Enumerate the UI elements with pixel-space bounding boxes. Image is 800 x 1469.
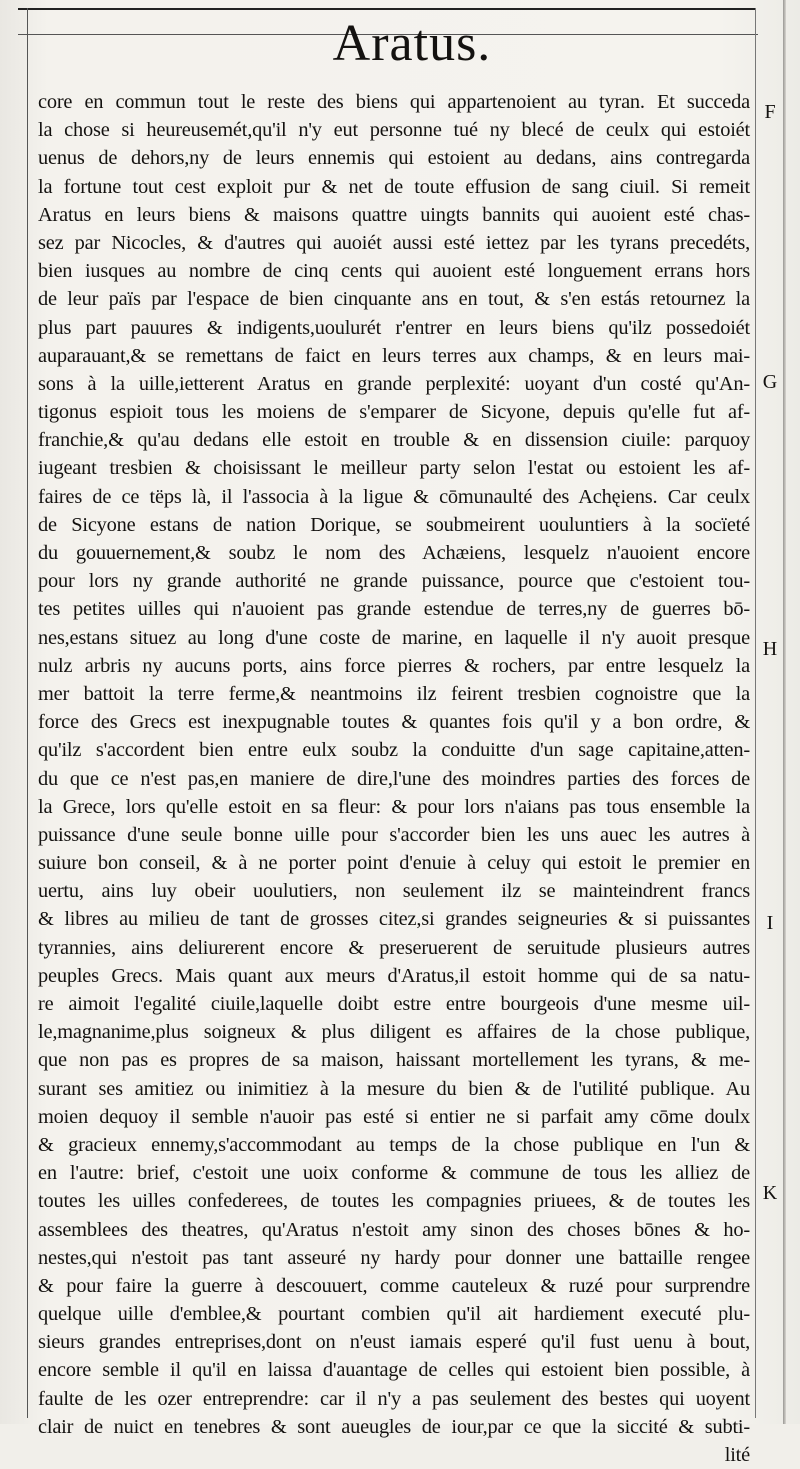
text-line: de Sicyone estans de nation Dorique, se soubmeirent uouluntiers à la socïeté	[38, 513, 750, 536]
text-line: faulte de les ozer entreprendre: car il n'y a pas seulement des bestes qui uoyent	[38, 1387, 750, 1410]
running-head	[0, 14, 780, 74]
text-line: uenus de dehors,ny de leurs ennemis qui estoient au dedans, ains contregarda	[38, 147, 750, 170]
text-line: bien iusques au nombre de cinq cents qui auoient esté longuement errans hors	[38, 260, 750, 283]
text-line: encore semble il qu'il en laissa d'auantage de celles qui estoient bien possible, à	[38, 1359, 750, 1382]
text-line: assemblees des theatres, qu'Aratus n'estoit amy sinon des choses bōnes & ho-	[38, 1218, 750, 1241]
text-line: surant ses amitiez ou inimitiez à la mesure du bien & de l'utilité publique. Au	[38, 1077, 750, 1100]
text-line: re aimoit l'egalité ciuile,laquelle doibt estre entre bourgeois d'une mesme uil-	[38, 993, 750, 1015]
text-line: puissance d'une seule bonne uille pour s'accorder bien les uns auec les autres à	[38, 823, 750, 846]
margin-letter-h: H	[762, 638, 778, 660]
text-line: mer battoit la terre ferme,& neantmoins ilz feirent tresbien cognoistre que la	[38, 682, 750, 705]
left-margin-rule	[27, 8, 28, 1418]
text-line: la Grece, lors qu'elle estoit en sa fleur: & pour lors n'aians pas tous ensemble la	[38, 795, 750, 818]
text-line: sez par Nicocles, & d'autres qui auoiét aussi esté iettez par les tyrans precedéts,	[38, 231, 750, 254]
text-line: le,magnanime,plus soigneux & plus diligent es affaires de la chose publique,	[38, 1021, 750, 1044]
text-line: que non pas es propres de sa maison, haissant mortellement les tyrans, & me-	[38, 1049, 750, 1072]
text-line: nulz arbris ny aucuns ports, ains force pierres & rochers, par entre lesquelz la	[38, 654, 750, 677]
text-line: & gracieux ennemy,s'accommodant au temps de la chose publique en l'un &	[38, 1133, 750, 1156]
text-line: du que ce n'est pas,en maniere de dire,l'une des moindres parties des forces de	[38, 767, 750, 790]
text-line: plus part pauures & indigents,uoulurét r'entrer en leurs biens qu'ilz possedoiét	[38, 316, 750, 339]
text-line: pour lors ny grande authorité ne grande puissance, pource que c'estoient tou-	[38, 570, 750, 593]
text-line: la chose si heureusemét,qu'il n'y eut personne tué ny blecé de ceulx qui estoiét	[38, 119, 750, 142]
running-head-title: Aratus.	[332, 15, 492, 72]
margin-letter-f: F	[764, 101, 776, 123]
text-line: nestes,qui n'estoit pas tant asseuré ny hardy pour donner une battaille rengee	[38, 1246, 750, 1269]
body-text	[38, 88, 750, 1469]
text-line: suiure bon conseil, & à ne porter point d'enuie à celuy qui estoit le premier en	[38, 852, 750, 875]
text-line: Aratus en leurs biens & maisons quattre uingts bannits qui auoient esté chas-	[38, 203, 750, 226]
text-line: qu'ilz s'accordent bien entre eulx soubz la conduitte d'un sage capitaine,atten-	[38, 739, 750, 762]
text-line: clair de nuict en tenebres & sont aueugles de iour,par ce que la siccité & subti-	[38, 1415, 750, 1438]
margin-letter-g: G	[762, 371, 778, 393]
text-line: auparauant,& se remettans de faict en leurs terres aux champs, & en leurs mai-	[38, 344, 750, 367]
text-line: lité	[724, 1444, 750, 1466]
page-edge-shadow	[783, 0, 786, 1424]
text-line: la fortune tout cest exploit pur & net de toute effusion de sang ciuil. Si remeit	[38, 175, 750, 198]
text-line: nes,estans situez au long d'une coste de marine, en laquelle il n'y auoit presque	[38, 626, 750, 649]
text-line: core en commun tout le reste des biens qui appartenoient au tyran. Et succeda	[38, 91, 750, 113]
margin-letter-i: I	[766, 912, 774, 934]
text-line: franchie,& qu'au dedans elle estoit en trouble & en dissension ciuile: parquoy	[38, 429, 750, 452]
text-line: en l'autre: brief, c'estoit une uoix conforme & commune de tous les alliez de	[38, 1162, 750, 1185]
text-line: moien dequoy il semble n'auoir pas esté si entier ne si parfait amy cōme doulx	[38, 1105, 750, 1128]
text-line: uertu, ains luy obeir uoulutiers, non seulement ilz se mainteindrent francs	[38, 880, 750, 903]
right-margin-rule	[755, 8, 756, 1418]
text-line: & pour faire la guerre à descouuert, comme cauteleux & ruzé pour surprendre	[38, 1274, 750, 1297]
text-line: du gouuernement,& soubz le nom des Achæiens, lesquelz n'auoient encore	[38, 542, 750, 564]
text-line: sieurs grandes entreprises,dont on n'eust iamais esperé qu'il fust uenu à bout,	[38, 1331, 750, 1354]
text-line: sons à la uille,ietterent Aratus en grande perplexité: uoyant d'un costé qu'An-	[38, 372, 750, 395]
text-line: peuples Grecs. Mais quant aux meurs d'Aratus,il estoit homme qui de sa natu-	[38, 964, 750, 987]
text-line: de leur païs par l'espace de bien cinquante ans en tout, & s'en estás retournez la	[38, 288, 750, 311]
text-line: & libres au milieu de tant de grosses citez,si grandes seigneuries & si puissantes	[38, 908, 750, 931]
text-line: tyrannies, ains deliurerent encore & preseruerent de seruitude plusieurs autres	[38, 936, 750, 959]
text-line: faires de ce tëps là, il l'associa à la ligue & cōmunaulté des Achęiens. Car ceulx	[38, 485, 750, 508]
text-line: iugeant tresbien & choisissant le meilleur party selon l'estat ou estoient les af-	[38, 457, 750, 480]
text-line: tigonus espioit tous les moiens de s'emparer de Sicyone, depuis qu'elle fut af-	[38, 401, 750, 424]
text-line: tes petites uilles qui n'auoient pas grande estendue de terres,ny de guerres bō-	[38, 598, 750, 621]
text-line: force des Grecs est inexpugnable toutes & quantes fois qu'il y a bon ordre, &	[38, 711, 750, 734]
text-line: quelque uille d'emblee,& pourtant combien qu'il ait hardiement executé plu-	[38, 1303, 750, 1326]
top-rule	[18, 8, 756, 10]
margin-letter-k: K	[762, 1182, 778, 1204]
text-line: toutes les uilles confederees, de toutes les compagnies priuees, & de toutes les	[38, 1190, 750, 1213]
